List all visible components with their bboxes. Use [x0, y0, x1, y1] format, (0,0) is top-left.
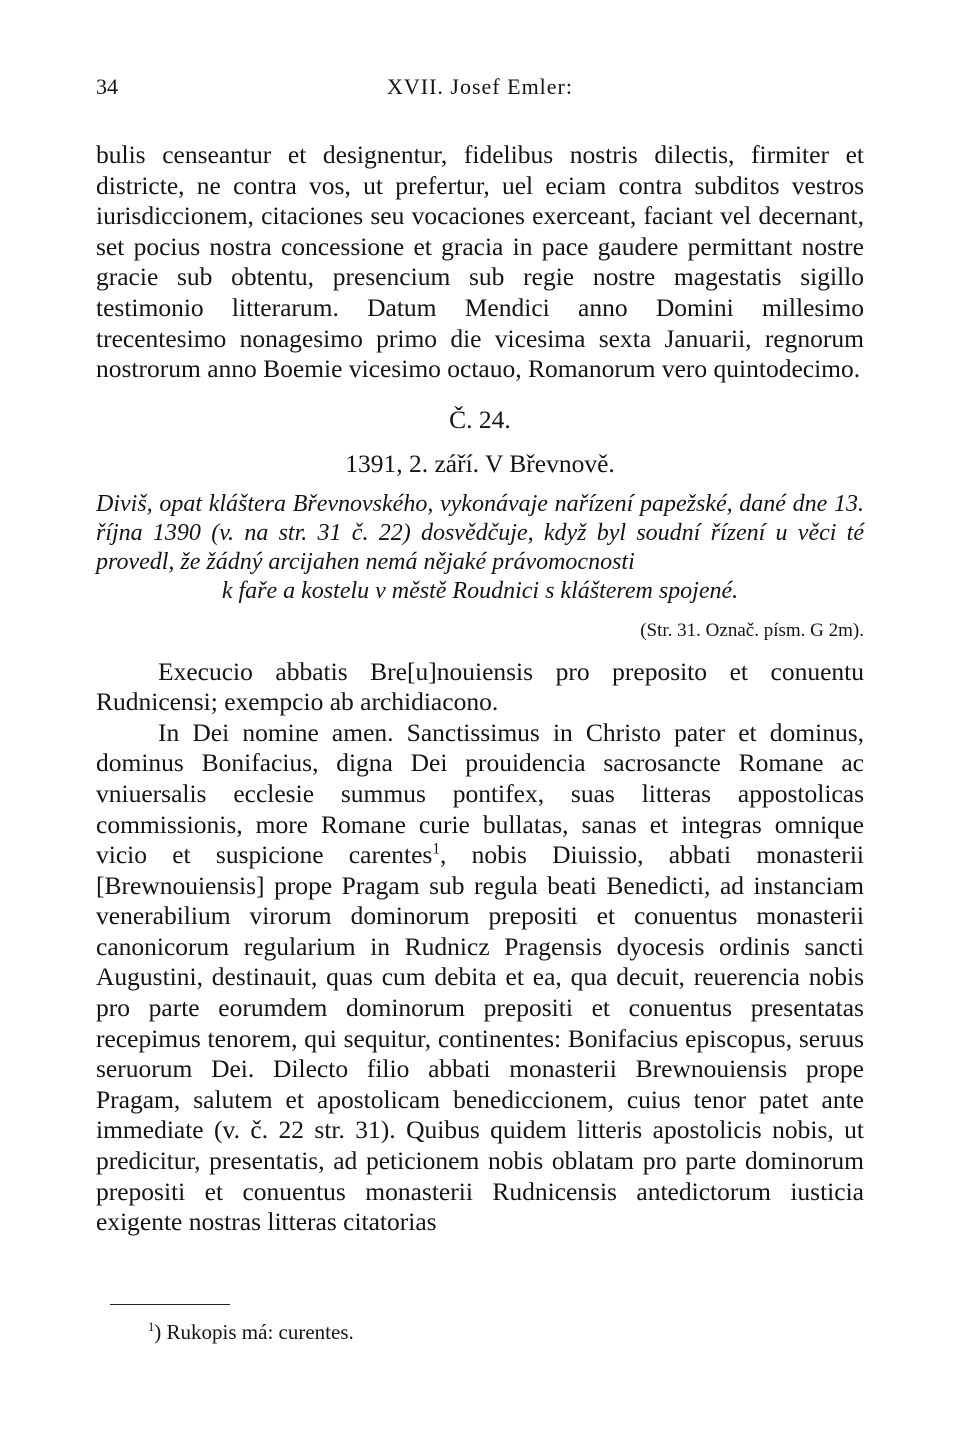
- continuation-paragraph: bulis censeantur et designentur, fidelibus nostris dilectis, firmiter et districte, ne contra vos, ut prefertur, uel eciam contra subditos vestros iurisdiccionem, citaciones seu vocaciones exerceant, faciant vel decernant, set pocius nostra concessione et gracia in pace gaudere permittant nostre gracie sub obtentu, presencium sub regie nostre magestatis sigillo testimonio litterarum. Datum Mendici anno Domini millesimo trecentesimo nonagesimo primo die vicesima sexta Januarii, regnorum nostrorum anno Boemie vicesimo octauo, Romanorum vero quintodecimo.: [96, 140, 864, 384]
- footnote-marker: 1: [148, 1320, 155, 1334]
- document-number: Č. 24.: [449, 404, 511, 434]
- text-part-2: , nobis Diuissio, abbati monasterii [Brewnouiensis] prope Pragam sub regula beati Benedicti, ad instanciam venerabilium virorum dominorum prepositi et conuentus monasterii canonicorum regularium in Rudnicz Pragensis dyocesis ordinis sancti Augustini, destinauit, quas cum debita et ea, qua decuit, reuerencia nobis pro parte eorumdem dominorum prepositi et conuentus presentatas recepimus tenorem, qui sequitur, continentes: Bonifacius episcopus, seruus seruorum Dei. Dilecto filio abbati monasterii Brewnouiensis prope Pragam, salutem et apostolicam benediccionem, cuius tenor patet ante immediate (v. č. 22 str. 31). Quibus quidem litteris apostolicis nobis, ut predicitur, presentatis, ad peticionem nobis oblatam pro parte dominorum prepositi et conuentus monasterii Rudnicensis antedictorum iusticia exigente nostras litteras citatorias: [96, 840, 864, 1237]
- page-header: [96, 74, 864, 108]
- document-heading: Execucio abbatis Bre[u]nouiensis pro preposito et conuentu Rudnicensi; exempcio ab archidiacono.: [96, 656, 864, 717]
- source-note: (Str. 31. Označ. písm. G 2m).: [640, 619, 864, 641]
- regest-line: k faře a kostelu v městě Roudnici s klášterem spojené.: [221, 577, 739, 604]
- footnote-reference: 1: [432, 840, 440, 858]
- page-number: 34: [96, 74, 118, 99]
- footnote: [148, 1320, 354, 1345]
- regest-line: Diviš, opat kláštera Břevnovského, vykonávaje nařízení papežské, dané dne 13. října 1390 (v. na str. 31 č. 22) dosvědčuje, když byl soudní řízení u věci té provedl, že žádný arcijahen nemá nějaké právomocnosti: [96, 490, 864, 575]
- document-dateline: 1391, 2. září. V Břevnově.: [345, 449, 615, 479]
- footnote-text: ) Rukopis má: curentes.: [154, 1320, 354, 1344]
- czech-regest: [96, 490, 864, 606]
- running-title: XVII. Josef Emler:: [386, 74, 573, 99]
- text-part-1: In Dei nomine amen. Sanctissimus in Christo pater et dominus, dominus Bonifacius, digna Dei prouidencia sacrosancte Romane ac vniuersalis ecclesie summus pontifex, suas litteras appostolicas commissionis, more Romane curie bullatas, sanas et integras omnique vicio et suspicione carentes: [96, 717, 864, 870]
- document-text: [96, 718, 864, 1238]
- page-body: [96, 140, 864, 1238]
- footnote-rule: [110, 1304, 230, 1305]
